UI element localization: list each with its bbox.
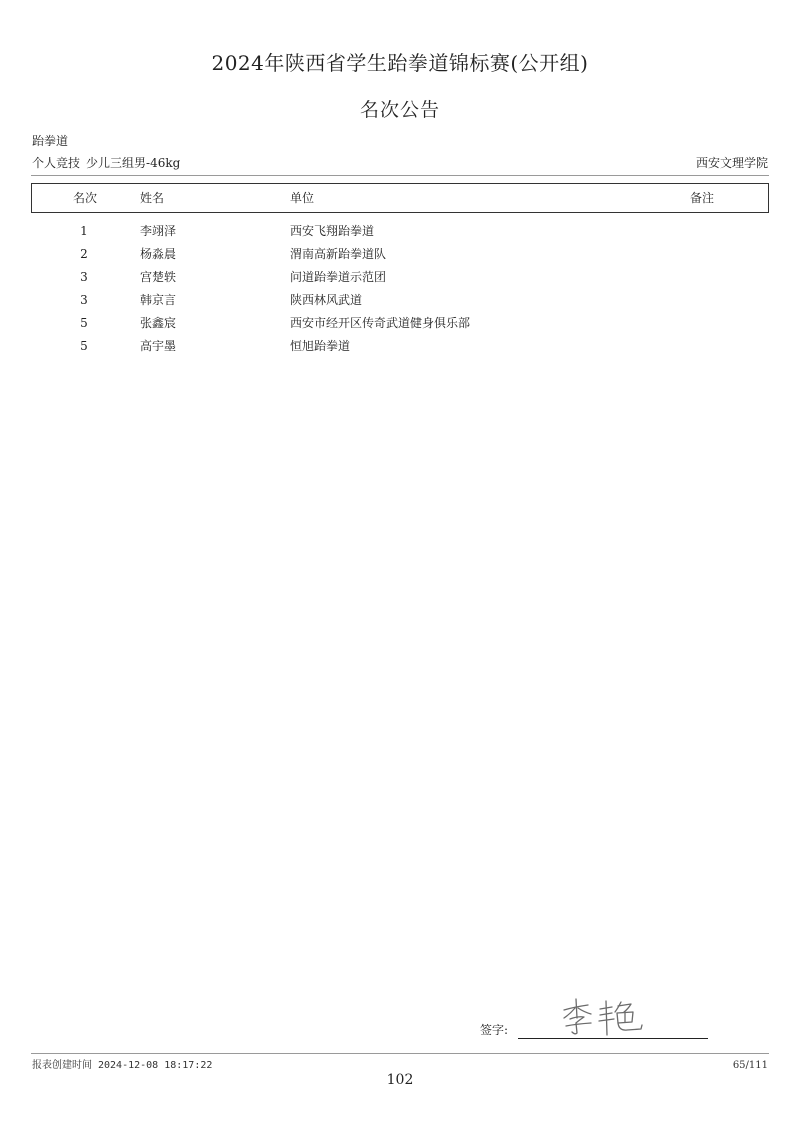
name-cell: 高宇墨 — [140, 339, 177, 353]
name-cell: 宫楚轶 — [140, 270, 177, 284]
sport-label: 跆拳道 — [32, 134, 69, 148]
unit-cell: 恒旭跆拳道 — [290, 339, 351, 353]
name-cell: 张鑫宸 — [140, 316, 177, 330]
event-group: 少儿三组男-46kg — [86, 156, 181, 170]
table-row — [0, 246, 800, 262]
table-body — [0, 223, 800, 373]
table-row — [0, 315, 800, 331]
signature-line — [518, 1038, 708, 1039]
handwritten-signature — [560, 996, 650, 1038]
header-name: 姓名 — [140, 191, 165, 205]
header-unit: 单位 — [290, 191, 315, 205]
footer-divider — [31, 1053, 769, 1054]
unit-cell: 问道跆拳道示范团 — [290, 270, 387, 284]
page-of-total: 65/111 — [732, 1060, 768, 1071]
header-rank: 名次 — [72, 191, 97, 205]
created-datetime: 2024-12-08 18:17:22 — [98, 1060, 213, 1071]
rank-cell: 1 — [80, 224, 88, 238]
signature-label: 签字: — [480, 1023, 509, 1037]
rank-cell: 5 — [80, 339, 88, 353]
header-divider — [31, 175, 769, 176]
rank-cell: 5 — [80, 316, 88, 330]
name-cell: 杨淼晨 — [140, 247, 177, 261]
created-label: 报表创建时间 — [32, 1060, 92, 1071]
table-row — [0, 269, 800, 285]
document-title: 2024年陕西省学生跆拳道锦标赛(公开组) — [211, 51, 589, 75]
table-header — [31, 183, 769, 213]
rank-cell: 3 — [80, 293, 88, 307]
rank-cell: 3 — [80, 270, 88, 284]
table-row — [0, 338, 800, 354]
page-number: 102 — [386, 1072, 414, 1088]
unit-cell: 陕西林风武道 — [290, 293, 363, 307]
unit-cell: 渭南高新跆拳道队 — [290, 247, 387, 261]
organizer-unit: 西安文理学院 — [695, 156, 768, 170]
table-row — [0, 292, 800, 308]
name-cell: 韩京言 — [140, 293, 177, 307]
name-cell: 李翊泽 — [140, 224, 177, 238]
table-row — [0, 223, 800, 239]
event-line — [32, 155, 180, 171]
unit-cell: 西安飞翔跆拳道 — [290, 224, 375, 238]
event-type: 个人竞技 — [32, 156, 81, 170]
header-remark: 备注 — [690, 191, 715, 205]
unit-cell: 西安市经开区传奇武道健身俱乐部 — [290, 316, 471, 330]
document-subtitle: 名次公告 — [359, 99, 440, 121]
rank-cell: 2 — [80, 247, 88, 261]
